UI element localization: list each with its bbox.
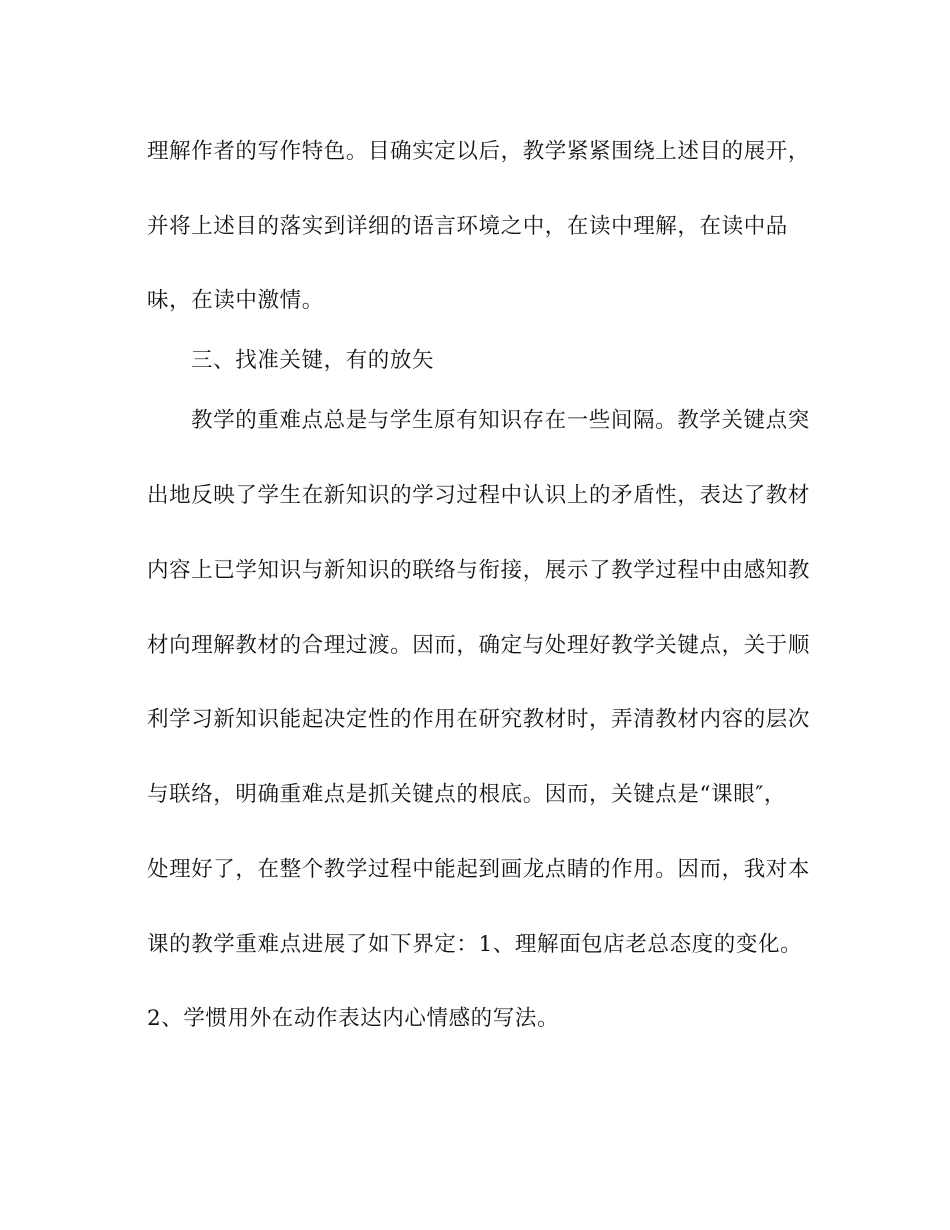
body-text-line: 利学习新知识能起决定性的作用在研究教材时，弄清教材内容的层次 xyxy=(147,707,811,732)
body-text-line: 处理好了，在整个教学过程中能起到画龙点睛的作用。因而，我对本 xyxy=(147,857,811,882)
body-text-line: 出地反映了学生在新知识的学习过程中认识上的矛盾性，表达了教材 xyxy=(147,483,811,508)
body-text-line: 并将上述目的落实到详细的语言环境之中，在读中理解，在读中品 xyxy=(147,214,788,239)
body-text-line: 理解作者的写作特色。目确实定以后，教学紧紧围绕上述目的展开， xyxy=(147,139,811,164)
body-text-line: 材向理解教材的合理过渡。因而，确定与处理好教学关键点，关于顺 xyxy=(147,633,811,658)
body-text-line: 味，在读中激情。 xyxy=(147,288,324,313)
body-text-line: 课的教学重难点进展了如下界定：1、理解面包店老总态度的变化。 xyxy=(147,932,803,957)
body-text-line: 2、学惯用外在动作表达内心情感的写法。 xyxy=(147,1006,560,1031)
paragraph-first-line: 教学的重难点总是与学生原有知识存在一些间隔。教学关键点突 xyxy=(191,408,810,433)
body-text-line: 内容上已学知识与新知识的联络与衔接，展示了教学过程中由感知教 xyxy=(147,558,811,583)
section-heading: 三、找准关键，有的放矢 xyxy=(191,348,435,373)
body-text-line: 与联络，明确重难点是抓关键点的根底。因而，关键点是“课眼″， xyxy=(147,782,787,807)
